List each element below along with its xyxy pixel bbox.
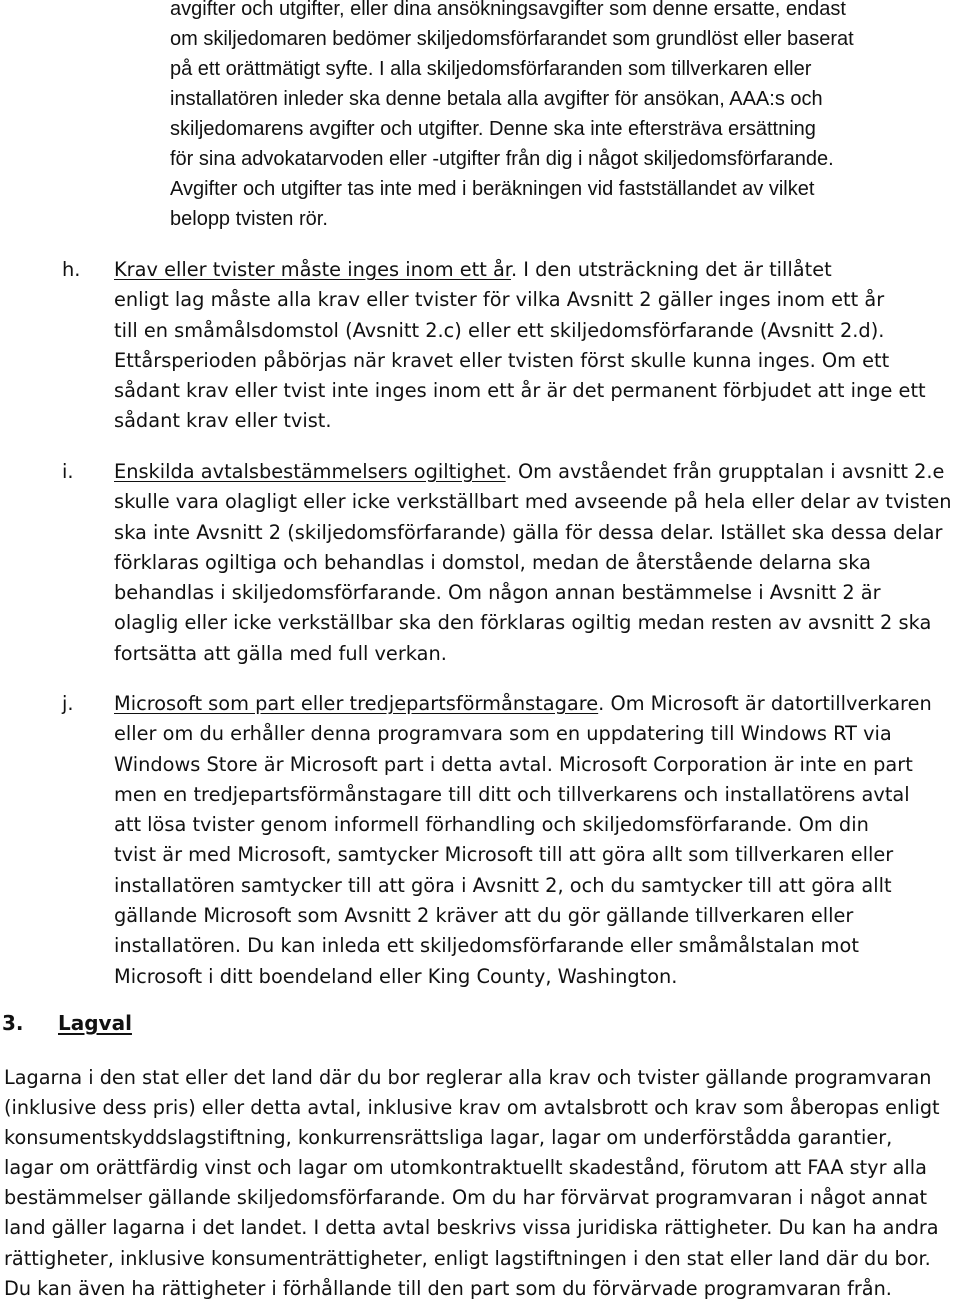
text-line: eller om du erhåller denna programvara som en uppdatering till Windows RT via [114,722,892,746]
clause-first-line [114,457,960,487]
text-line: Avgifter och utgifter tas inte med i beräkningen vid fastställandet av vilket [170,178,815,200]
governing-law-paragraph [4,1063,960,1304]
text-line: sådant krav eller tvist. [114,409,332,433]
clause-heading: Krav eller tvister måste inges inom ett år [114,258,511,281]
section-title: Lagval [58,1011,132,1035]
clause-marker: i. [62,460,74,483]
text-line: skiljedomarens avgifter och utgifter. Denne ska inte eftersträva ersättning [170,118,816,140]
section-number: 3. [2,1011,24,1035]
text-line: bestämmelser gällande skiljedomsförfarande. Om du har förvärvat programvaran i något annat [4,1186,928,1210]
clause-marker: j. [62,692,74,715]
clause-heading: Enskilda avtalsbestämmelsers ogiltighet [114,460,506,483]
text-line: installatören samtycker till att göra i Avsnitt 2, och du samtycker till att göra allt [114,873,892,897]
text-line: installatören inleder ska denne betala alla avgifter för ansökan, AAA:s och [170,88,823,110]
clause-body [114,457,960,669]
text-fragment: . Om avståendet från grupptalan i avsnitt 2.e [505,460,945,483]
text-line: men en tredjepartsförmånstagare till ditt och tillverkarens och installatörens avtal [114,782,910,806]
text-line: konsumentskyddslagstiftning, konkurrensrättsliga lagar, lagar om underförstådda garantier, [4,1126,893,1150]
text-line: belopp tvisten rör. [170,208,328,230]
text-line: att lösa tvister genom informell förhandling och skiljedomsförfarande. Om din [114,813,869,837]
text-line: Lagarna i den stat eller det land där du bor reglerar alla krav och tvister gällande programvaran [4,1066,932,1089]
text-line: lagar om orättfärdig vinst och lagar om utomkontraktuellt skadestånd, förutom att FAA styr alla [4,1156,927,1180]
text-line: ska inte Avsnitt 2 (skiljedomsförfarande) gälla för dessa delar. Istället ska dessa delar [114,520,943,544]
text-line: rättigheter, inklusive konsumenträttigheter, enligt lagstiftningen i den stat eller land där du bor. [4,1246,931,1270]
clause-marker: h. [62,258,81,281]
text-line: Microsoft i ditt boendeland eller King County, Washington. [114,964,678,988]
text-line: fortsätta att gälla med full verkan. [114,641,447,665]
clause-heading: Microsoft som part eller tredjepartsförmånstagare [114,692,599,715]
text-line: avgifter och utgifter, eller dina ansökningsavgifter som denne ersatte, endast [170,0,846,20]
text-line: för sina advokatarvoden eller -utgifter från dig i något skiljedomsförfarande. [170,148,834,170]
section-heading [2,1008,132,1038]
clause-first-line [114,255,960,285]
arbitration-fees-paragraph [170,0,945,234]
text-fragment: . Om Microsoft är datortillverkaren [598,692,932,715]
text-line: om skiljedomaren bedömer skiljedomsförfarandet som grundlöst eller baserat [170,28,854,50]
text-line: sådant krav eller tvist inte inges inom ett år är det permanent förbjudet att inge ett [114,379,926,403]
text-line: Windows Store är Microsoft part i detta avtal. Microsoft Corporation är inte en part [114,752,913,776]
text-line: förklaras ogiltiga och behandlas i domstol, medan de återstående delarna ska [114,550,871,574]
text-line: skulle vara olagligt eller icke verkställbart med avseende på hela eller delar av tvisten [114,490,952,514]
text-line: gällande Microsoft som Avsnitt 2 kräver att du gör gällande tillverkaren eller [114,904,854,928]
clause-first-line [114,689,960,719]
text-line: Ettårsperioden påbörjas när kravet eller tvisten först skulle kunna inges. Om ett [114,348,890,372]
text-line: tvist är med Microsoft, samtycker Microsoft till att göra allt som tillverkaren eller [114,843,894,867]
text-line: till en småmålsdomstol (Avsnitt 2.c) eller ett skiljedomsförfarande (Avsnitt 2.d). [114,318,885,342]
text-line: land gäller lagarna i det landet. I detta avtal beskrivs vissa juridiska rättigheter. Du kan ha andra [4,1216,939,1240]
text-line: (inklusive dess pris) eller detta avtal, inklusive krav om avtalsbrott och krav som åberopas enligt [4,1096,940,1120]
text-line: installatören. Du kan inleda ett skiljedomsförfarande eller småmålstalan mot [114,934,859,958]
text-line: Du kan även ha rättigheter i förhållande till den part som du förvärvade programvaran från. [4,1276,892,1300]
text-line: olaglig eller icke verkställbar ska den förklaras ogiltig medan resten av avsnitt 2 ska [114,611,932,635]
text-line: på ett orättmätigt syfte. I alla skiljedomsförfaranden som tillverkaren eller [170,58,812,80]
clause-body [114,689,960,992]
clause-body [114,255,960,437]
text-line: behandlas i skiljedomsförfarande. Om någon annan bestämmelse i Avsnitt 2 är [114,581,881,605]
text-fragment: . I den utsträckning det är tillåtet [510,258,832,281]
text-line: enligt lag måste alla krav eller tvister för vilka Avsnitt 2 gäller inges inom ett år [114,288,885,312]
